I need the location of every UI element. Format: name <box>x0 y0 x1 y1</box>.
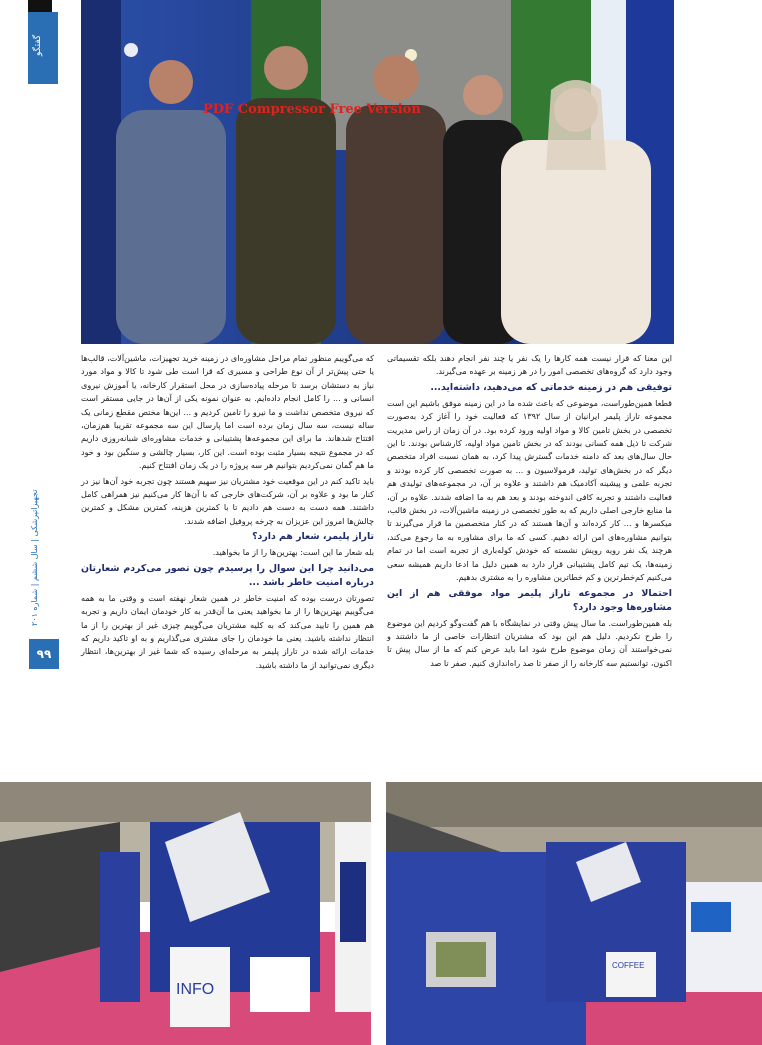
info-sign: INFO <box>176 981 215 998</box>
paragraph: قطعا همین‌طوراست، موضوعی که باعث شده ما در این زمینه موفق باشیم این است مجموعه تاراز پلیمر ایرانیان از سال ۱۳۹۲ که فعالیت خود را آغاز کرد به‌صورت تخصصی در بخش تامین کالا و مواد اولیه ورود کرده بود. در آن زمان از راس مدیریت شرکت تا ذیل همه کسانی بودند که در بخش تامین مواد اولیه، کارشناس بودند. تا این حال سال‌های بعد که دامنه خدمات گسترش پیدا کرد، به همان نسبت افراد متخصص دیگر که در بخش‌های تولید، فرمولاسیون و ... به صورت تخصصی کار کرده بودند و تجربه علمی و پیشینه آکادمیک هم داشتند و علاوه بر آن، در مجموعه‌های تولیدی هم فعالیت داشتند و تجربه کافی اندوخته بودند و بعد هم به ما اضافه شدند. علاوه بر آن، ما منابع خارجی اصلی داریم که به طور تخصصی در زمینه ماشین‌آلات، در بخش قالب، میکسرها و ... کار کرده‌اند و آن‌ها هستند که در کنار متخصصین ما قرار می‌گیرند تا بتوانیم مشاوره‌های امن ارائه دهیم. کسی که ما برای مشاوره به ما رجوع می‌کند، هرچند یک نفر رویه رویش نشسته که خودش کوله‌باری از تجربه است اما در تمام زمینه‌ها، یک تیم کامل پشتیبانی قرار دارد به همین دلیل ما ادعا داریم همیشه سعی می‌کنیم کم‌خطرترین و کم خطاترین مشاوره را به مشتری بدهیم. <box>387 397 673 583</box>
question-heading: توفیقی هم در زمینه خدماتی که می‌دهید، داشته‌اید... <box>430 381 672 393</box>
booth-photo-right <box>386 782 762 1045</box>
paragraph: بله شعار ما این است: بهترین‌ها را از ما بخواهید. <box>212 547 374 558</box>
side-caption <box>28 430 44 630</box>
section-tab <box>28 12 58 84</box>
top-corner-block <box>28 0 52 12</box>
question-heading: می‌دانید چرا این سوال را پرسیدم چون تصور می‌کردم شعارتان درباره امنیت خاطر باشد ... <box>81 562 374 588</box>
paragraph: این معنا که قرار نیست همه کارها را یک نفر یا چند نفر انجام دهند بلکه تقسیماتی وجود دارد که گروه‌های تخصصی امور را در هر زمینه بر عهده می‌گیرند. <box>387 353 672 377</box>
booth-photo-left <box>0 782 371 1045</box>
article-column-right <box>387 352 672 672</box>
pdf-watermark: PDF Compressor Free Version <box>203 102 421 117</box>
article-column-left <box>81 352 374 674</box>
issue-caption: تجهیزاتپزشکی | سال ششم | شماره ۲۰۱ <box>30 489 39 626</box>
hero-photo <box>81 0 674 344</box>
paragraph: که می‌گوییم منظور تمام مراحل مشاوره‌ای در زمینه خرید تجهیزات، ماشین‌آلات، قالب‌ها یا حتی پیش‌تر از آن نوع طراحی و مسیری که قرا است طی شود تا کالا و مواد مورد نیاز به دستشان برسد تا مرحله پیاده‌سازی در محل استقرار کارخانه، یا آموزش نیروی انسانی و ... را کامل انجام داده‌ایم. به عنوان نمونه یکی از آن‌ها در جایی مستقر است که نیروی متخصص نداشت و ما نیرو را تامین کردیم و ... این‌ها مختص مقطع زمانی یک ساله نیست، سه سال زمان برده است اما پارسال این سه مجموعه تقریبا هم‌زمان، افتتاح شدهاند. ما برای این مجموعه‌ها پشتیبانی و خدمات مشاوره‌ای شبانه‌روزی داریم که در مجموع نتیجه بسیار مثبت بوده است. این کار، بسیار چالشی و سنگین بود و خود ما هم گمان نمی‌کردیم بتوانیم هر سه پروژه را در یک زمان افتتاح کنیم. <box>81 353 374 471</box>
question-heading: تاراز پلیمر، شعار هم دارد؟ <box>252 531 374 543</box>
page-number: ۹۹ <box>29 639 59 669</box>
coffee-sign: COFFEE <box>612 961 645 970</box>
paragraph: بله همین‌طوراست. ما سال پیش وقتی در نمایشگاه با هم گفت‌وگو کردیم این موضوع را طرح نکردیم. دلیل هم این بود که مشتریان انتظارات خاصی از ما داشتند و نمی‌خواستند آن زمان موضوع طرح شود اما باید عرض کنم که ما از سال پیش تا اکنون، توانستیم سه کارخانه را از صفر تا صد راه‌اندازی کنیم. صفر تا صد <box>387 617 672 668</box>
question-heading: احتمالا در مجموعه تاراز پلیمر مواد موفقی هم از این مشاوره‌ها وجود دارد؟ <box>387 587 672 613</box>
section-label: گفتگو <box>33 34 43 56</box>
paragraph: تصورتان درست بوده که امنیت خاطر در همین شعار نهفته است و وقتی ما به همه می‌گوییم بهترین‌ها را از ما بخواهید یعنی ما آن‌قدر به کار خودمان ایمان داریم و تجربه هم همین را تایید می‌کند که به کلیه مشتریان می‌گوییم چیزی غیر از بهترین را از ما انتظار نداشته باشید. یعنی ما خودمان را جای مشتری می‌گذاریم و به او تاکید داریم که خدمات ارائه شده در تاراز پلیمر به مرحله‌ای رسیده که شما غیر از بهترین‌ها، انتظار دیگری نمی‌توانید از ما داشته باشید. <box>81 592 374 670</box>
paragraph: باید تاکید کنم در این موقعیت خود مشتریان نیز سهیم هستند چون تجربه خود آن‌ها نیز در کنار ما بود و علاوه بر آن، شرکت‌های خارجی که با آن‌ها کار می‌کنیم نیز همراهی کامل داشتند. همه دست به دست هم دادیم تا با کمترین هزینه، کمترین مشکل و کمترین چالش‌ها امروز این عزیزان به چرخه پروفیل اضافه شدند. <box>81 475 374 526</box>
